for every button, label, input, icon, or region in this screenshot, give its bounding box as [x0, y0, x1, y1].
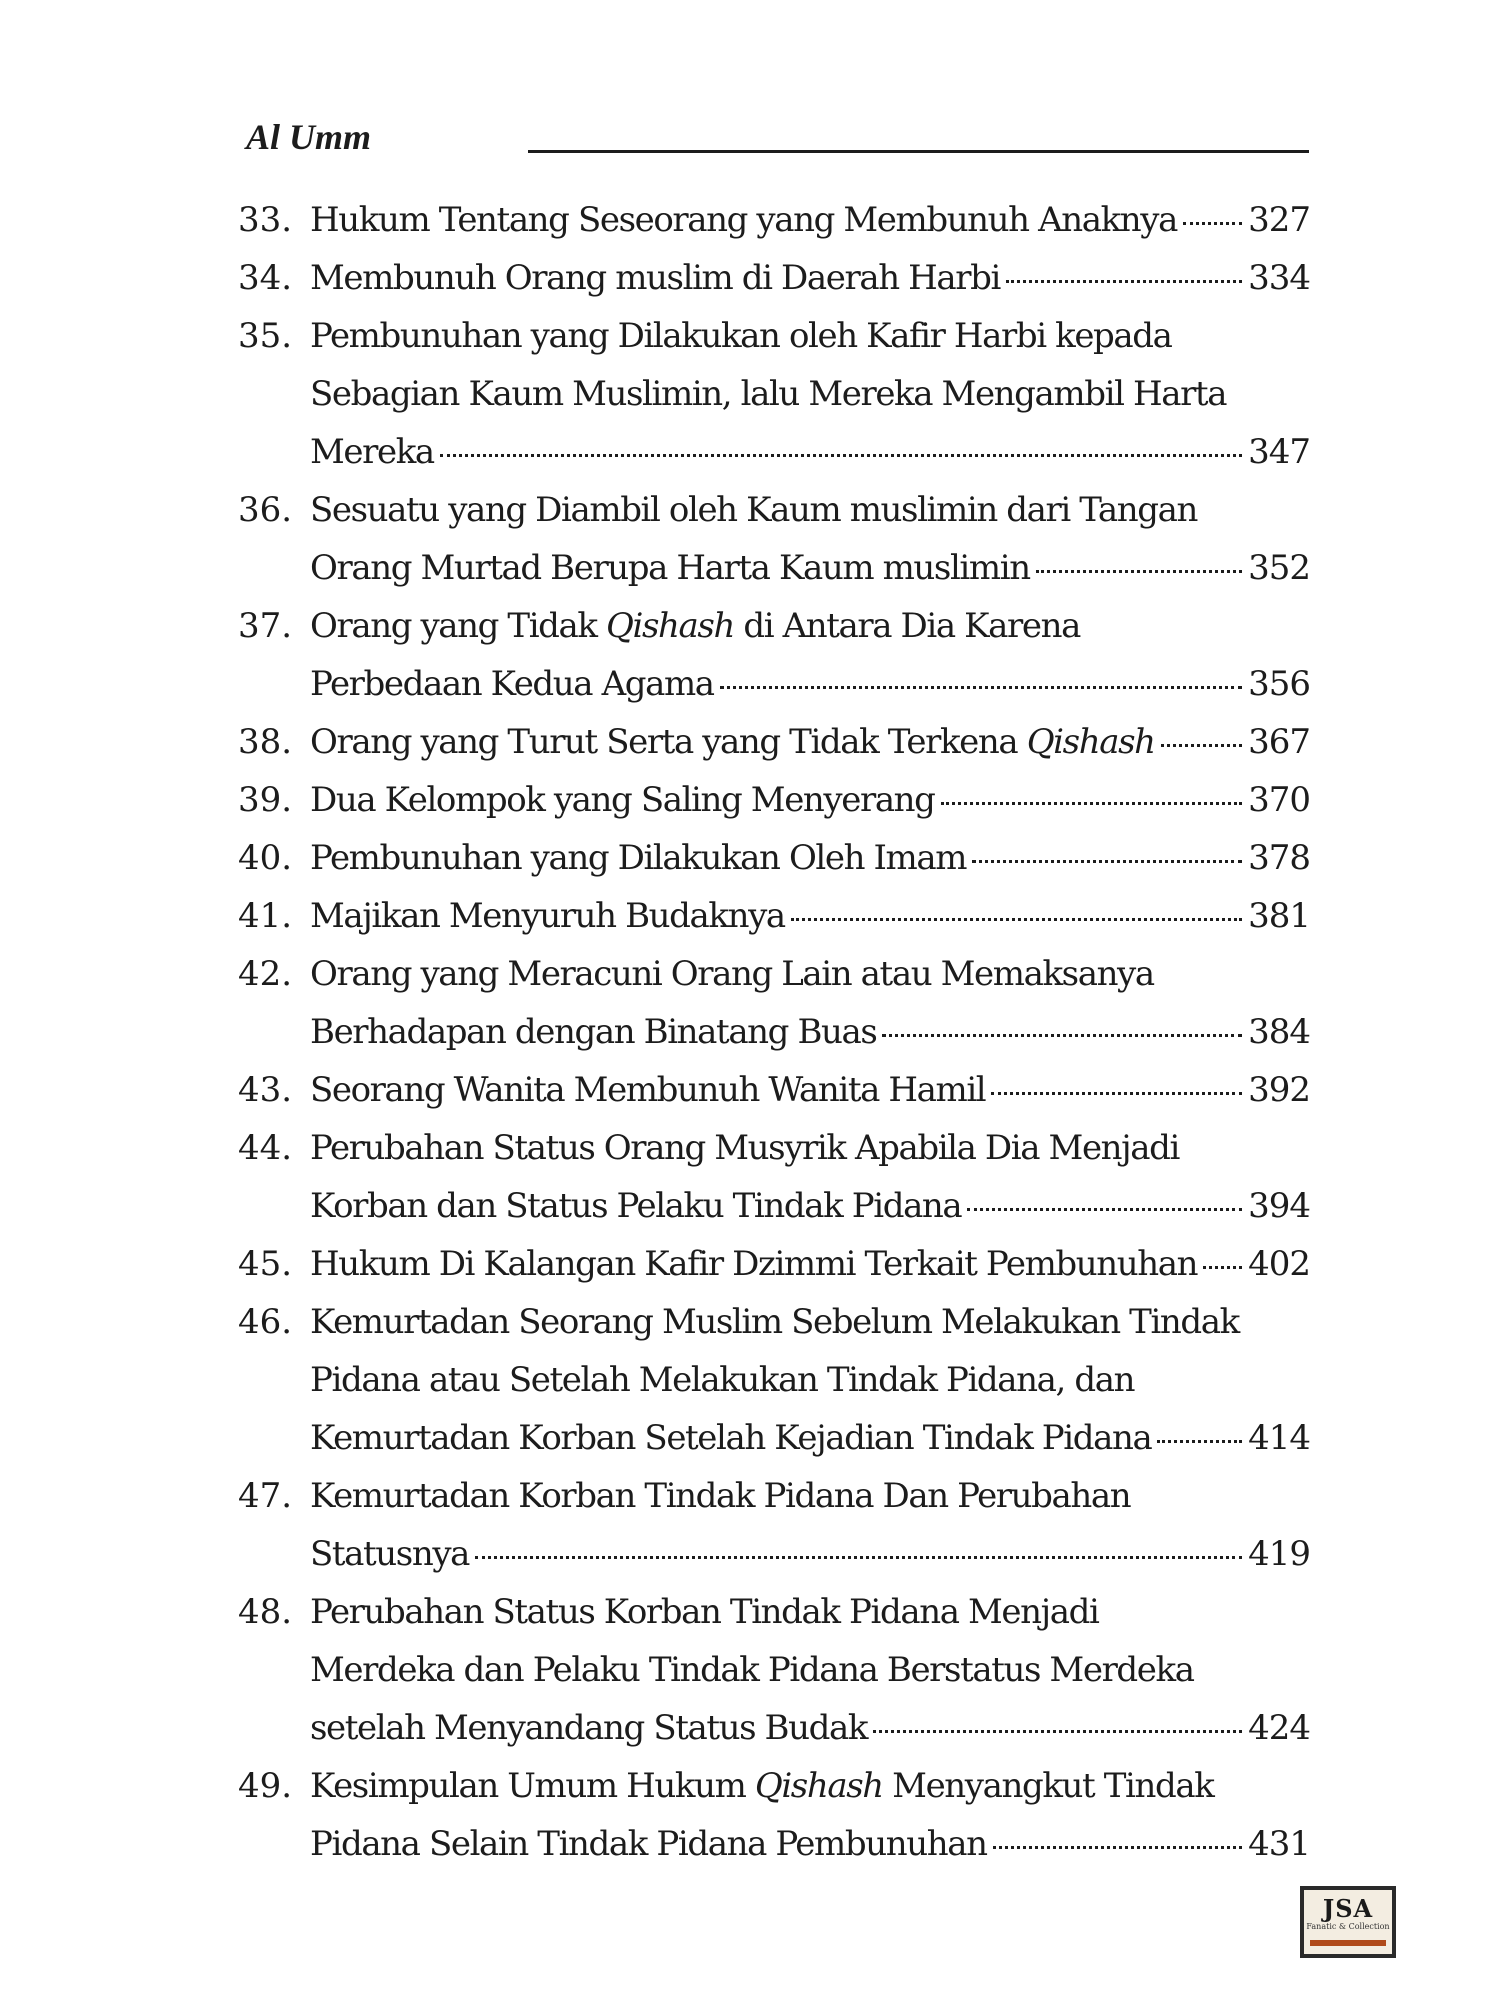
entry-text — [310, 1003, 876, 1061]
entry-number: 40. — [238, 838, 293, 878]
entry-number: 41. — [238, 896, 293, 936]
entry-text-part: setelah Menyandang Status Budak — [310, 1708, 868, 1748]
dot-leader — [967, 1208, 1242, 1211]
entry-text — [310, 606, 1080, 646]
entry-text-part: Perubahan Status Orang Musyrik Apabila Dia Menjadi — [310, 1128, 1180, 1168]
toc-entry[interactable] — [238, 1293, 1310, 1467]
entry-line — [310, 1757, 1310, 1815]
page-number: 394 — [1248, 1186, 1310, 1226]
entry-text-part: Majikan Menyuruh Budaknya — [310, 896, 785, 936]
italic-term: Qishash — [1026, 722, 1155, 762]
entry-text-part: Hukum Tentang Seseorang yang Membunuh Anaknya — [310, 200, 1177, 240]
entry-line — [310, 249, 1310, 307]
entry-text-part: Berhadapan dengan Binatang Buas — [310, 1012, 877, 1052]
entry-text — [310, 1766, 1213, 1806]
entry-number: 47. — [238, 1476, 293, 1516]
entry-number: 45. — [238, 1244, 293, 1284]
entry-number: 36. — [238, 490, 293, 530]
italic-term: Qishash — [754, 1766, 883, 1806]
dot-leader — [1006, 280, 1242, 283]
entry-text-part: Kemurtadan Korban Setelah Kejadian Tindak Pidana — [310, 1418, 1152, 1458]
entry-text — [310, 249, 1000, 307]
entry-text-part: Statusnya — [310, 1534, 470, 1574]
entry-text — [310, 887, 785, 945]
entry-text-part: Dua Kelompok yang Saling Menyerang — [310, 780, 935, 820]
entry-number: 49. — [238, 1766, 293, 1806]
entry-number: 38. — [238, 722, 293, 762]
entry-number: 35. — [238, 316, 293, 356]
entry-text-part: Orang Murtad Berupa Harta Kaum muslimin — [310, 548, 1030, 588]
entry-line — [310, 1815, 1310, 1873]
page-number: 392 — [1248, 1070, 1310, 1110]
entry-line — [310, 365, 1310, 423]
entry-text-part: Pidana atau Setelah Melakukan Tindak Pidana, dan — [310, 1360, 1135, 1400]
entry-line — [310, 1061, 1310, 1119]
page-number: 419 — [1248, 1534, 1310, 1574]
dot-leader — [1036, 570, 1242, 573]
dot-leader — [791, 918, 1242, 921]
entry-line — [310, 887, 1310, 945]
page-number: 414 — [1248, 1418, 1310, 1458]
entry-text — [310, 374, 1226, 414]
entry-line — [310, 1003, 1310, 1061]
toc-entry[interactable] — [238, 249, 1310, 307]
dot-leader — [1157, 1440, 1242, 1443]
dot-leader — [1161, 744, 1242, 747]
entry-text-part: Perubahan Status Korban Tindak Pidana Menjadi — [310, 1592, 1099, 1632]
entry-text-part: Kemurtadan Seorang Muslim Sebelum Melakukan Tindak — [310, 1302, 1239, 1342]
book-title: Al Umm — [246, 117, 372, 157]
dot-leader — [972, 860, 1242, 863]
dot-leader — [873, 1730, 1242, 1733]
entry-text — [310, 1128, 1179, 1168]
entry-line — [310, 945, 1310, 1003]
dot-leader — [882, 1034, 1242, 1037]
entry-line — [310, 713, 1310, 771]
entry-line — [310, 1293, 1310, 1351]
entry-text-part: Korban dan Status Pelaku Tindak Pidana — [310, 1186, 962, 1226]
entry-text — [310, 1302, 1239, 1342]
entry-line — [310, 1235, 1310, 1293]
page-number: 347 — [1248, 432, 1310, 472]
entry-text — [310, 423, 434, 481]
header-rule — [528, 150, 1309, 153]
toc-entry[interactable] — [238, 1583, 1310, 1757]
entry-number: 46. — [238, 1302, 293, 1342]
toc-entry[interactable] — [238, 1467, 1310, 1583]
entry-text — [310, 539, 1030, 597]
entry-number: 42. — [238, 954, 293, 994]
entry-line — [310, 771, 1310, 829]
entry-line — [310, 1467, 1310, 1525]
dot-leader — [1183, 222, 1242, 225]
page-number: 402 — [1248, 1244, 1310, 1284]
dot-leader — [440, 454, 1242, 457]
entry-number: 34. — [238, 258, 293, 298]
toc-entry[interactable] — [238, 771, 1310, 829]
entry-text — [310, 1592, 1098, 1632]
page-number: 334 — [1248, 258, 1310, 298]
dot-leader — [1203, 1266, 1242, 1269]
dot-leader — [941, 802, 1242, 805]
dot-leader — [991, 1092, 1242, 1095]
entry-text-part: Menyangkut Tindak — [882, 1766, 1214, 1806]
toc-entry[interactable] — [238, 713, 1310, 771]
page-number: 356 — [1248, 664, 1310, 704]
entry-text — [310, 829, 966, 887]
table-of-contents — [238, 191, 1310, 1873]
toc-entry[interactable] — [238, 1235, 1310, 1293]
entry-line — [310, 307, 1310, 365]
dot-leader — [475, 1556, 1242, 1559]
entry-text — [310, 1360, 1134, 1400]
toc-entry[interactable] — [238, 1757, 1310, 1873]
logo-bar — [1310, 1940, 1386, 1946]
toc-entry[interactable] — [238, 829, 1310, 887]
entry-text-part: Orang yang Tidak — [310, 606, 597, 646]
entry-line — [310, 481, 1310, 539]
toc-entry[interactable] — [238, 1061, 1310, 1119]
page-number: 327 — [1248, 200, 1310, 240]
entry-number: 39. — [238, 780, 293, 820]
entry-text-part: Seorang Wanita Membunuh Wanita Hamil — [310, 1070, 986, 1110]
entry-line — [310, 1525, 1310, 1583]
entry-text — [310, 1815, 987, 1873]
toc-entry[interactable] — [238, 191, 1310, 249]
toc-entry[interactable] — [238, 481, 1310, 597]
toc-entry[interactable] — [238, 1119, 1310, 1235]
entry-text — [310, 655, 714, 713]
entry-line — [310, 1351, 1310, 1409]
entry-line — [310, 1583, 1310, 1641]
toc-entry[interactable] — [238, 307, 1310, 481]
page-number: 367 — [1248, 722, 1310, 762]
toc-entry[interactable] — [238, 887, 1310, 945]
page-number: 381 — [1248, 896, 1310, 936]
entry-line — [310, 1409, 1310, 1467]
entry-text-part: Orang yang Meracuni Orang Lain atau Memaksanya — [310, 954, 1154, 994]
entry-line — [310, 423, 1310, 481]
entry-text-part: Merdeka dan Pelaku Tindak Pidana Berstatus Merdeka — [310, 1650, 1194, 1690]
page-number: 384 — [1248, 1012, 1310, 1052]
entry-line — [310, 597, 1310, 655]
italic-term: Qishash — [606, 606, 734, 646]
entry-text-part: di Antara Dia Karena — [733, 606, 1080, 646]
entry-text — [310, 1476, 1130, 1516]
entry-line — [310, 539, 1310, 597]
dot-leader — [993, 1846, 1242, 1849]
entry-number: 44. — [238, 1128, 293, 1168]
entry-text — [310, 1177, 961, 1235]
entry-text — [310, 490, 1197, 530]
logo-text: JSA — [1322, 1894, 1374, 1923]
entry-number: 33. — [238, 200, 293, 240]
entry-number: 37. — [238, 606, 293, 646]
page-number: 352 — [1248, 548, 1310, 588]
toc-entry[interactable] — [238, 945, 1310, 1061]
publisher-logo — [1300, 1886, 1396, 1958]
entry-line — [310, 829, 1310, 887]
entry-text-part: Pembunuhan yang Dilakukan Oleh Imam — [310, 838, 967, 878]
page-number: 431 — [1248, 1824, 1310, 1864]
entry-text — [310, 1525, 469, 1583]
entry-text-part: Pidana Selain Tindak Pidana Pembunuhan — [310, 1824, 987, 1864]
entry-text — [310, 771, 935, 829]
entry-text-part: Orang yang Turut Serta yang Tidak Terkena — [310, 722, 1018, 762]
entry-text — [310, 1235, 1197, 1293]
entry-line — [310, 1699, 1310, 1757]
entry-text — [310, 1650, 1194, 1690]
running-header — [246, 112, 1309, 162]
entry-text — [310, 1061, 985, 1119]
dot-leader — [720, 686, 1242, 689]
entry-text — [310, 954, 1154, 994]
entry-text-part: Membunuh Orang muslim di Daerah Harbi — [310, 258, 1000, 298]
entry-text — [310, 191, 1177, 249]
entry-number: 48. — [238, 1592, 293, 1632]
page-number: 424 — [1248, 1708, 1310, 1748]
entry-text-part: Mereka — [310, 432, 434, 472]
entry-text-part: Sesuatu yang Diambil oleh Kaum muslimin dari Tangan — [310, 490, 1197, 530]
page-number: 378 — [1248, 838, 1310, 878]
entry-line — [310, 655, 1310, 713]
entry-text-part: Kesimpulan Umum Hukum — [310, 1766, 746, 1806]
entry-text — [310, 1699, 867, 1757]
entry-text-part: Sebagian Kaum Muslimin, lalu Mereka Mengambil Harta — [310, 374, 1227, 414]
entry-text — [310, 1409, 1151, 1467]
entry-number: 43. — [238, 1070, 293, 1110]
entry-line — [310, 191, 1310, 249]
entry-text-part: Pembunuhan yang Dilakukan oleh Kafir Harbi kepada — [310, 316, 1172, 356]
entry-line — [310, 1641, 1310, 1699]
entry-line — [310, 1119, 1310, 1177]
logo-subtext: Fanatic & Collection — [1306, 1922, 1390, 1931]
entry-text-part: Perbedaan Kedua Agama — [310, 664, 714, 704]
entry-text — [310, 713, 1155, 771]
entry-text — [310, 316, 1172, 356]
entry-line — [310, 1177, 1310, 1235]
entry-text-part: Kemurtadan Korban Tindak Pidana Dan Perubahan — [310, 1476, 1131, 1516]
entry-text-part: Hukum Di Kalangan Kafir Dzimmi Terkait Pembunuhan — [310, 1244, 1198, 1284]
page-number: 370 — [1248, 780, 1310, 820]
toc-entry[interactable] — [238, 597, 1310, 713]
